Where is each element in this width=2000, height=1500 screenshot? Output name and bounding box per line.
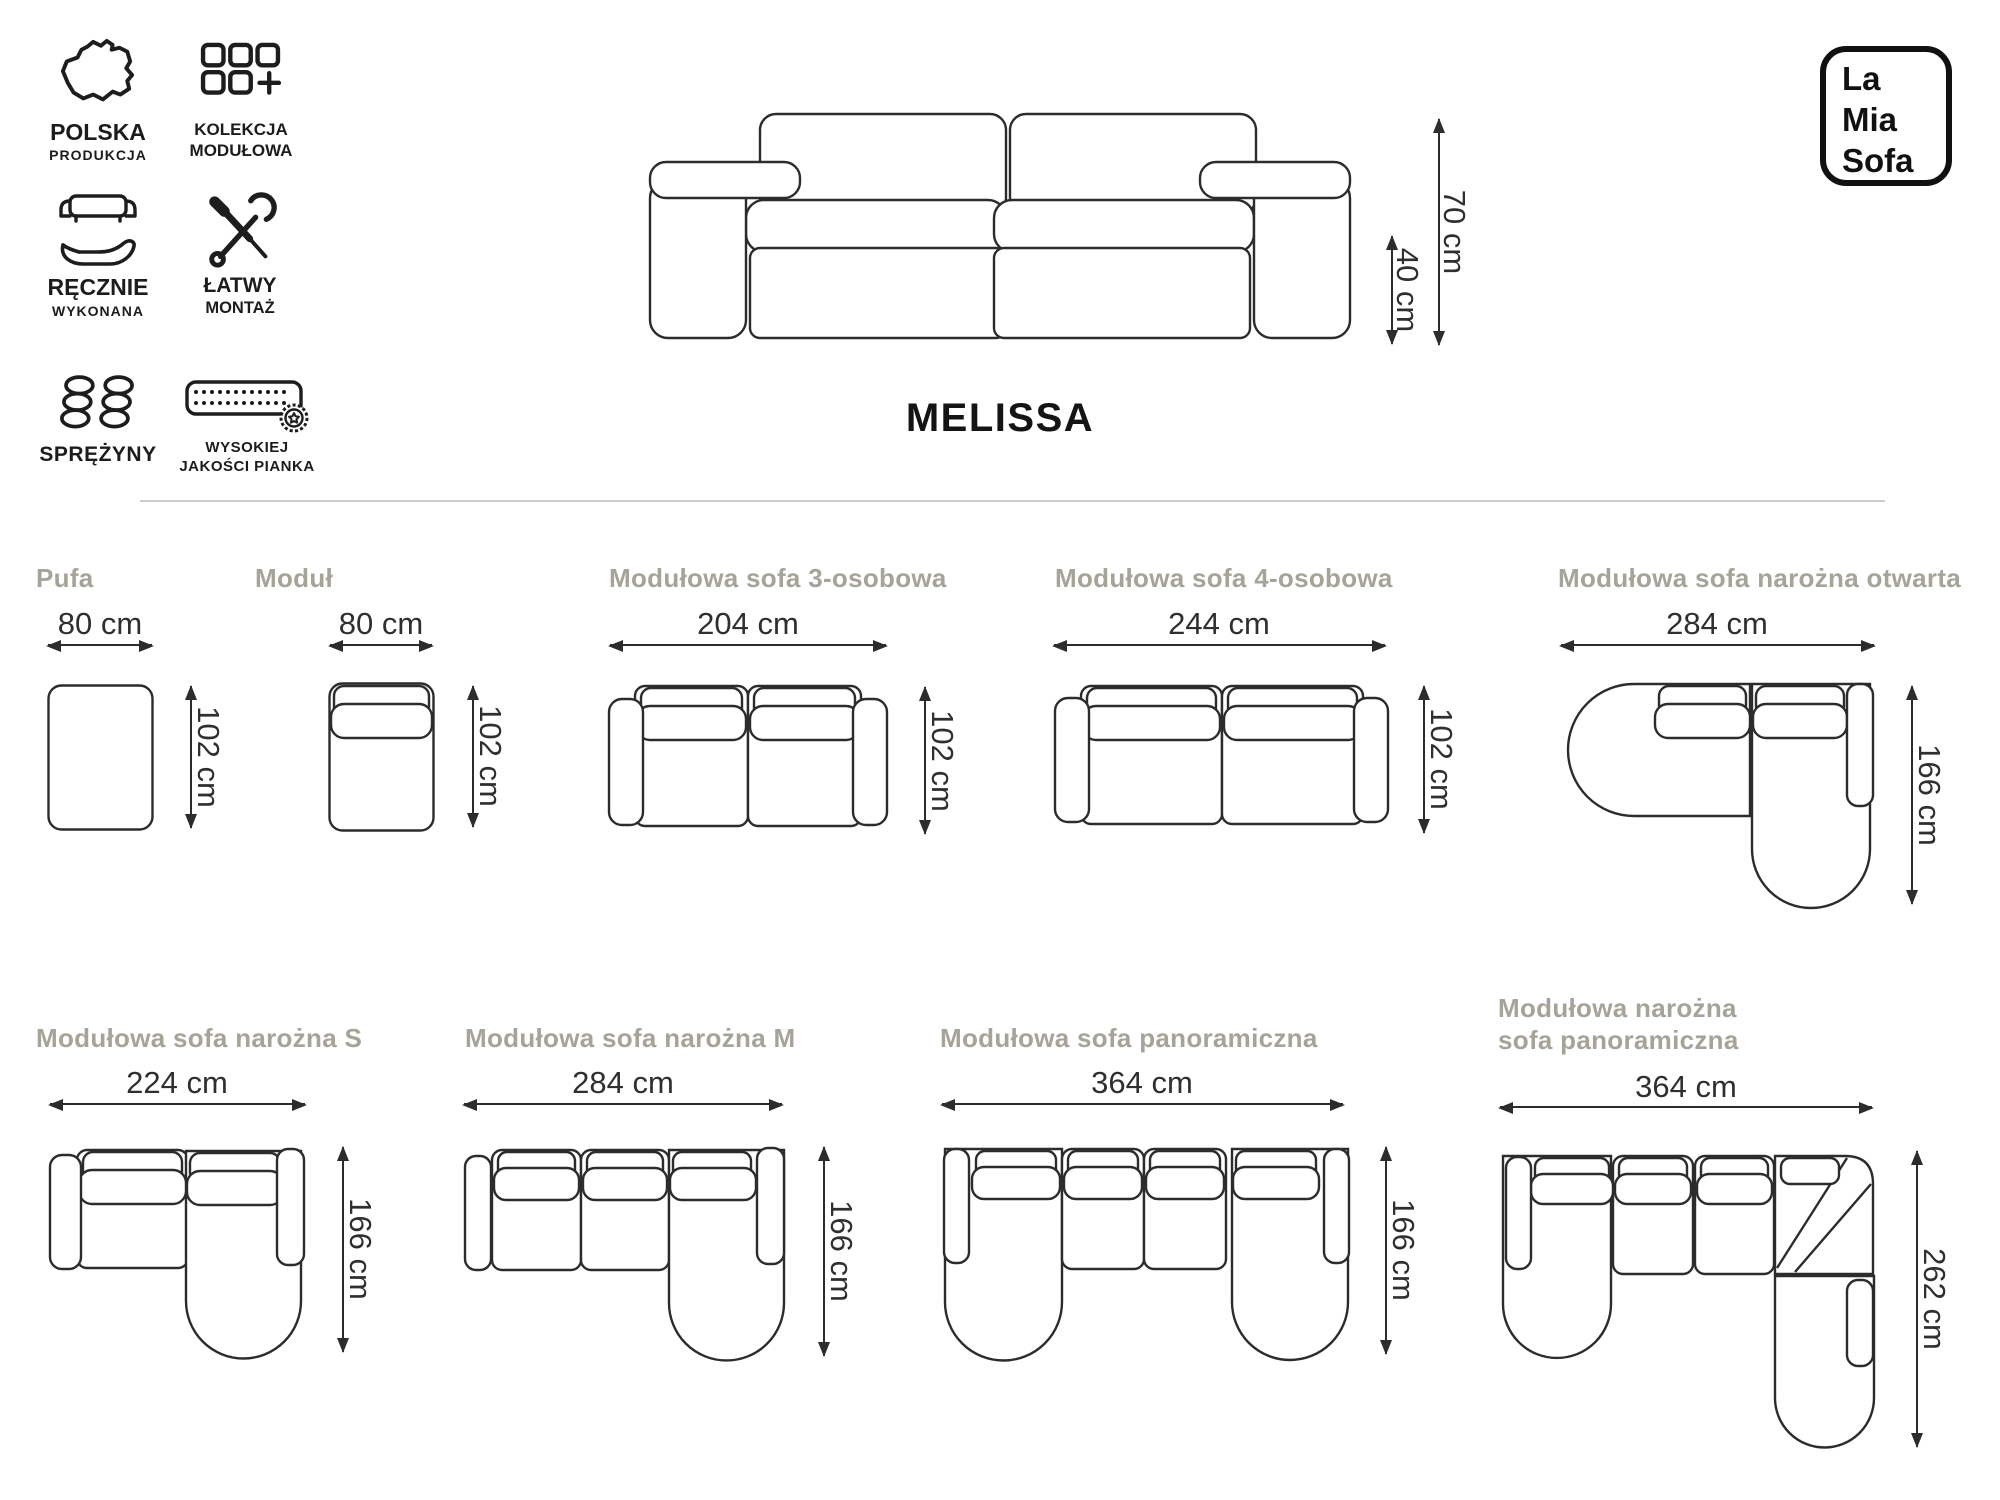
width-arrow (1054, 644, 1385, 646)
seat-height-label: 40 cm (1390, 247, 1425, 333)
section-divider (140, 500, 1885, 502)
config-name-pufa: Pufa (36, 563, 94, 593)
width-label: 80 cm (57, 606, 143, 641)
handmade-icon (52, 190, 144, 272)
width-arrow (330, 644, 432, 646)
config-name-narozna-s: Modułowa sofa narożna S (36, 1023, 363, 1053)
width-arrow (464, 1103, 782, 1105)
config-name-narozna-otwarta: Modułowa sofa narożna otwarta (1558, 563, 1962, 593)
sofa4-drawing (1053, 684, 1390, 834)
feature-sublabel: MODUŁOWA (189, 141, 293, 160)
width-arrow (942, 1103, 1343, 1105)
brand-line-2: Mia (1842, 101, 1898, 138)
feature-label: POLSKA (50, 119, 146, 145)
sofa3-drawing (607, 684, 889, 836)
narozna-m-drawing (458, 1144, 788, 1369)
depth-label: 166 cm (824, 1200, 859, 1302)
width-label: 364 cm (1091, 1065, 1193, 1100)
config-name-sofa3: Modułowa sofa 3-osobowa (609, 563, 947, 593)
depth-label: 102 cm (473, 705, 508, 807)
width-label: 284 cm (1666, 606, 1768, 641)
width-label: 80 cm (338, 606, 424, 641)
width-label: 244 cm (1168, 606, 1270, 641)
foam-icon (180, 376, 316, 438)
main-sofa-drawing (648, 112, 1352, 346)
depth-label: 166 cm (1912, 744, 1947, 846)
config-name-panoramiczna: Modułowa sofa panoramiczna (940, 1023, 1318, 1053)
width-arrow (1500, 1106, 1872, 1108)
depth-label: 102 cm (925, 710, 960, 812)
width-label: 204 cm (697, 606, 799, 641)
product-title: MELISSA (905, 396, 1095, 440)
feature-sublabel: MONTAŻ (205, 299, 275, 317)
feature-label: WYSOKIEJ (205, 439, 289, 456)
feature-label: SPRĘŻYNY (39, 443, 157, 466)
pufa-drawing (47, 684, 154, 831)
modul-drawing (328, 682, 435, 832)
feature-sublabel: WYKONANA (52, 303, 144, 319)
depth-label: 102 cm (1424, 708, 1459, 810)
depth-label: 102 cm (191, 706, 226, 808)
feature-sublabel: PRODUKCJA (49, 147, 147, 163)
brand-line-1: La (1842, 60, 1881, 97)
tools-icon (202, 190, 280, 272)
feature-label: RĘCZNIE (47, 274, 149, 300)
config-name-narozna-m: Modułowa sofa narożna M (465, 1023, 796, 1053)
width-label: 284 cm (572, 1065, 674, 1100)
total-height-label: 70 cm (1437, 189, 1472, 275)
width-arrow (50, 1103, 305, 1105)
panoramiczna-drawing (938, 1144, 1356, 1374)
width-label: 224 cm (126, 1065, 228, 1100)
narozna-panoramiczna-drawing (1495, 1146, 1875, 1451)
config-name-narozna-panoramiczna-2: sofa panoramiczna (1498, 1025, 1739, 1055)
depth-label: 262 cm (1917, 1248, 1952, 1350)
feature-label: KOLEKCJA (194, 120, 288, 139)
modules-grid-icon (198, 42, 284, 114)
width-arrow (610, 644, 886, 646)
springs-icon (58, 374, 138, 438)
width-label: 364 cm (1635, 1069, 1737, 1104)
depth-label: 166 cm (1386, 1199, 1421, 1301)
config-name-sofa4: Modułowa sofa 4-osobowa (1055, 563, 1393, 593)
config-name-narozna-panoramiczna-1: Modułowa narożna (1498, 993, 1737, 1023)
narozna-s-drawing (40, 1144, 306, 1359)
feature-sublabel: JAKOŚCI PIANKA (179, 458, 315, 475)
depth-label: 166 cm (343, 1198, 378, 1300)
width-arrow (48, 644, 152, 646)
feature-label: ŁATWY (203, 274, 277, 297)
width-arrow (1561, 644, 1874, 646)
brand-logo (1820, 46, 1952, 186)
narozna-otwarta-drawing (1560, 682, 1875, 909)
config-name-modul: Moduł (255, 563, 334, 593)
brand-line-3: Sofa (1842, 142, 1914, 179)
poland-map-icon (54, 38, 142, 116)
